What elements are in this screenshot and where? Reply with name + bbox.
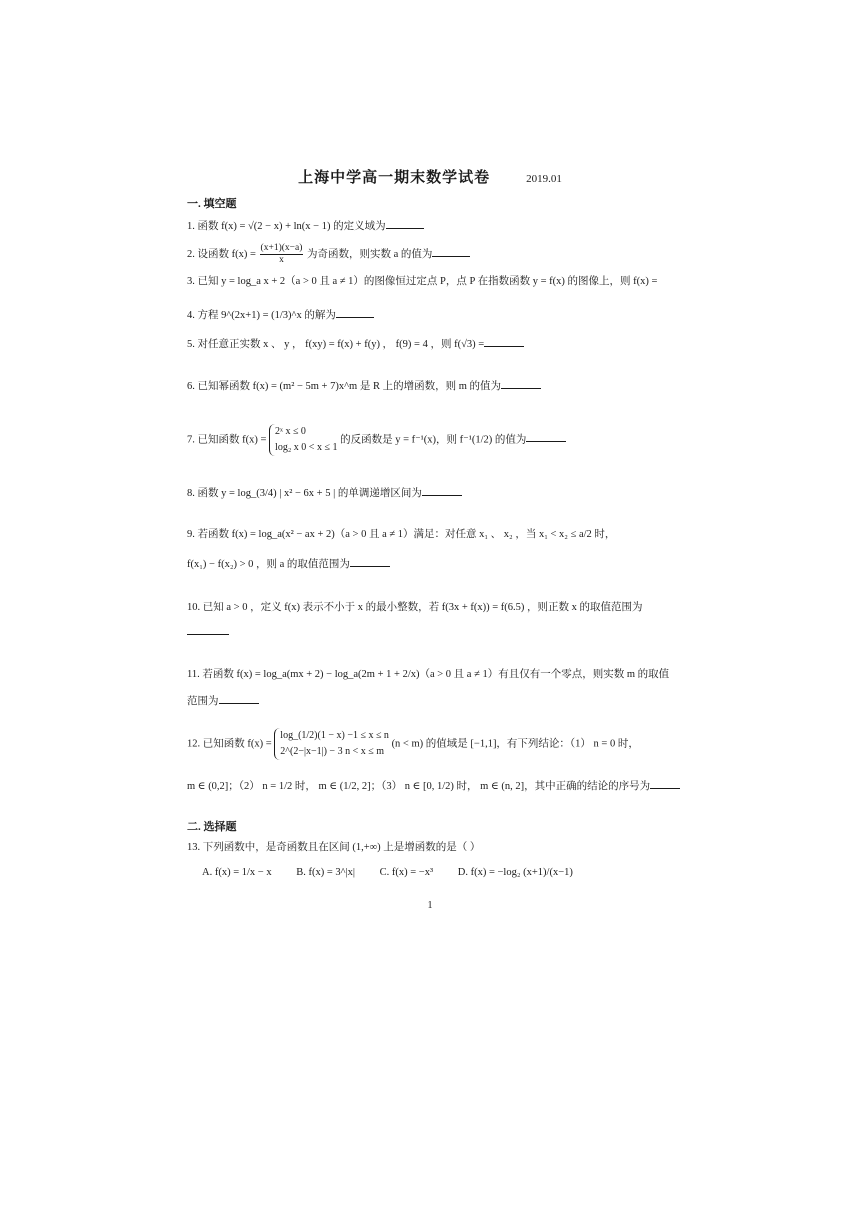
answer-blank [432, 246, 470, 257]
question-13: 13. 下列函数中，是奇函数且在区间 (1,+∞) 上是增函数的是（ ） [187, 842, 481, 853]
question-12: 12. 已知函数 f(x) = log_(1/2)(1 − x) −1 ≤ x ≤ n 2^(2−|x−1|) − 3 n < x ≤ m (n < m) 的值域是 [−1,1]，有下列结论：（1） n = 0 时， [187, 728, 639, 760]
question-10-blank-line [187, 624, 229, 640]
option-c: C. f(x) = −x³ [379, 867, 434, 878]
option-a: A. f(x) = 1/x − x [202, 867, 272, 878]
answer-blank [219, 693, 259, 704]
piecewise-brace: 2ˣ x ≤ 0 log₂ x 0 < x ≤ 1 [269, 424, 337, 456]
question-13-options [202, 866, 595, 880]
question-11-line-2: 范围为 [187, 693, 259, 709]
question-6: 6. 已知幂函数 f(x) = (m² − 5m + 7)x^m 是 R 上的增函数，则 m 的值为 [187, 378, 541, 394]
answer-blank [484, 336, 524, 347]
exam-date: 2019.01 [526, 173, 562, 185]
answer-blank [526, 431, 566, 442]
question-1: 1. 函数 f(x) = √(2 − x) + ln(x − 1) 的定义域为 [187, 218, 424, 234]
question-7: 7. 已知函数 f(x) = 2ˣ x ≤ 0 log₂ x 0 < x ≤ 1 的反函数是 y = f⁻¹(x)，则 f⁻¹(1/2) 的值为 [187, 424, 566, 456]
question-5: 5. 对任意正实数 x 、 y ， f(xy) = f(x) + f(y) ， f(9) = 4 ，则 f(√3) = [187, 336, 524, 352]
section-fill-in-heading: 一. 填空题 [187, 198, 237, 210]
exam-title: 上海中学高一期末数学试卷 [298, 170, 491, 186]
question-9-line-1: 9. 若函数 f(x) = log_a(x² − ax + 2)（a > 0 且 a ≠ 1）满足：对任意 x₁ 、 x₂ ，当 x₁ < x₂ ≤ a/2 时， [187, 529, 616, 540]
question-12-line-2: m ∈ (0,2]；（2） n = 1/2 时， m ∈ (1/2, 2]；（3） n ∈ [0, 1/2) 时， m ∈ (n, 2]，其中正确的结论的序号为 [187, 778, 680, 794]
answer-blank [650, 778, 680, 789]
answer-blank [187, 624, 229, 635]
option-d: D. f(x) = −log₂ (x+1)/(x−1) [457, 867, 573, 878]
fraction: $\frac{(x+1)(x-a)}{x}$ [260, 243, 303, 265]
question-3: 3. 已知 y = log_a x + 2（a > 0 且 a ≠ 1）的图像恒过定点 P，点 P 在指数函数 y = f(x) 的图像上，则 f(x) = [187, 276, 658, 287]
question-2: 2. 设函数 f(x) = $\frac{(x+1)(x-a)}{x}$ 为奇函数，则实数 a 的值为 [187, 243, 470, 266]
question-10: 10. 已知 a > 0 ，定义 f(x) 表示不小于 x 的最小整数，若 f(3x + f(x)) = f(6.5) ，则正数 x 的取值范围为 [187, 602, 643, 613]
answer-blank [336, 307, 374, 318]
answer-blank [422, 485, 462, 496]
answer-blank [350, 556, 390, 567]
answer-blank [386, 218, 424, 229]
option-b: B. f(x) = 3^|x| [296, 867, 356, 878]
page-number: 1 [427, 900, 433, 911]
question-8: 8. 函数 y = log_(3/4) | x² − 6x + 5 | 的单调递增区间为 [187, 485, 462, 501]
answer-blank [501, 378, 541, 389]
question-11-line-1: 11. 若函数 f(x) = log_a(mx + 2) − log_a(2m + 1 + 2/x)（a > 0 且 a ≠ 1）有且仅有一个零点，则实数 m 的取值 [187, 669, 670, 680]
question-9-line-2: f(x₁) − f(x₂) > 0 ，则 a 的取值范围为 [187, 556, 390, 572]
question-4: 4. 方程 9^(2x+1) = (1/3)^x 的解为 [187, 307, 374, 323]
piecewise-brace: log_(1/2)(1 − x) −1 ≤ x ≤ n 2^(2−|x−1|) − 3 n < x ≤ m [274, 728, 389, 760]
section-choice-heading: 二. 选择题 [187, 821, 237, 833]
page-title [0, 166, 860, 187]
